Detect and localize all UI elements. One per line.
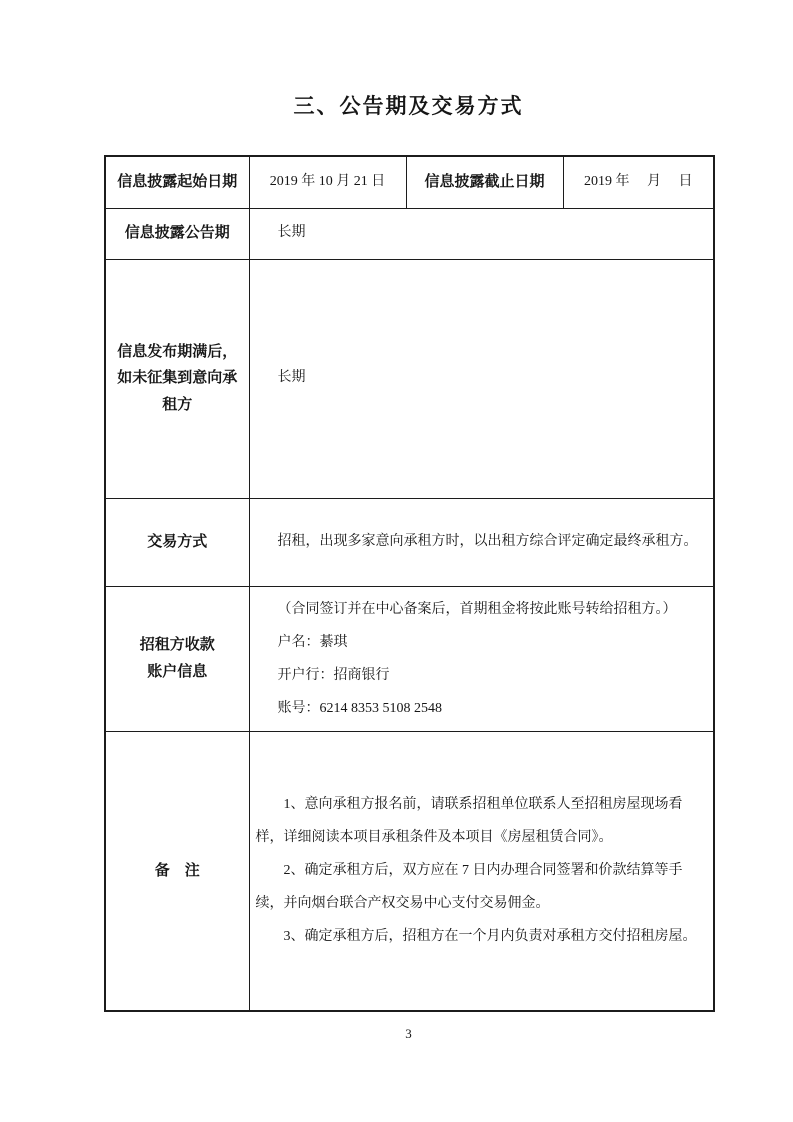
table-row-announcement-period	[105, 208, 714, 259]
page-number: 3	[405, 1026, 412, 1041]
payee-account-bank: 开户行：招商银行	[277, 667, 390, 683]
announcement-table	[104, 155, 715, 1012]
page-title: 三、公告期及交易方式	[293, 94, 524, 118]
remarks-label: 备 注	[105, 731, 249, 1011]
disclosure-end-date-value: 2019 年 月 日	[563, 156, 714, 208]
announcement-period-label: 信息披露公告期	[105, 208, 249, 259]
payee-account-holder: 户名：綦琪	[277, 634, 348, 650]
remark-item-1: 1、意向承租方报名前，请联系招租单位联系人至招租房屋现场看样，详细阅读本项目承租条件及本项目《房屋租赁合同》。	[255, 797, 683, 846]
disclosure-start-date-label: 信息披露起始日期	[105, 156, 249, 208]
payee-account-label-line1: 招租方收款	[139, 637, 215, 654]
table-row-disclosure-dates	[105, 156, 714, 208]
remark-item-2: 2、确定承租方后，双方应在 7 日内办理合同签署和价款结算等手续，并向烟台联合产权交易中心支付交易佣金。	[255, 863, 683, 912]
disclosure-start-date-value: 2019 年 10 月 21 日	[249, 156, 406, 208]
remark-item-3: 3、确定承租方后，招租方在一个月内负责对承租方交付招租房屋。	[283, 929, 697, 945]
remarks-value	[249, 731, 714, 1011]
payee-account-value	[249, 586, 714, 731]
after-expiry-label: 信息发布期满后，如未征集到意向承租方	[105, 259, 249, 498]
disclosure-end-date-label: 信息披露截止日期	[406, 156, 563, 208]
transaction-method-value: 招租，出现多家意向承租方时，以出租方综合评定确定最终承租方。	[249, 498, 714, 586]
announcement-period-value: 长期	[249, 208, 714, 259]
payee-account-note: （合同签订并在中心备案后，首期租金将按此账号转给招租方。）	[277, 601, 677, 617]
payee-account-label-line2: 账户信息	[147, 663, 208, 680]
payee-account-label	[105, 586, 249, 731]
transaction-method-label: 交易方式	[105, 498, 249, 586]
payee-account-number: 账号：6214 8353 5108 2548	[277, 700, 442, 716]
table-row-payee-account	[105, 586, 714, 731]
table-row-remarks	[105, 731, 714, 1011]
table-row-after-expiry	[105, 259, 714, 498]
table-row-transaction-method	[105, 498, 714, 586]
after-expiry-value: 长期	[249, 259, 714, 498]
